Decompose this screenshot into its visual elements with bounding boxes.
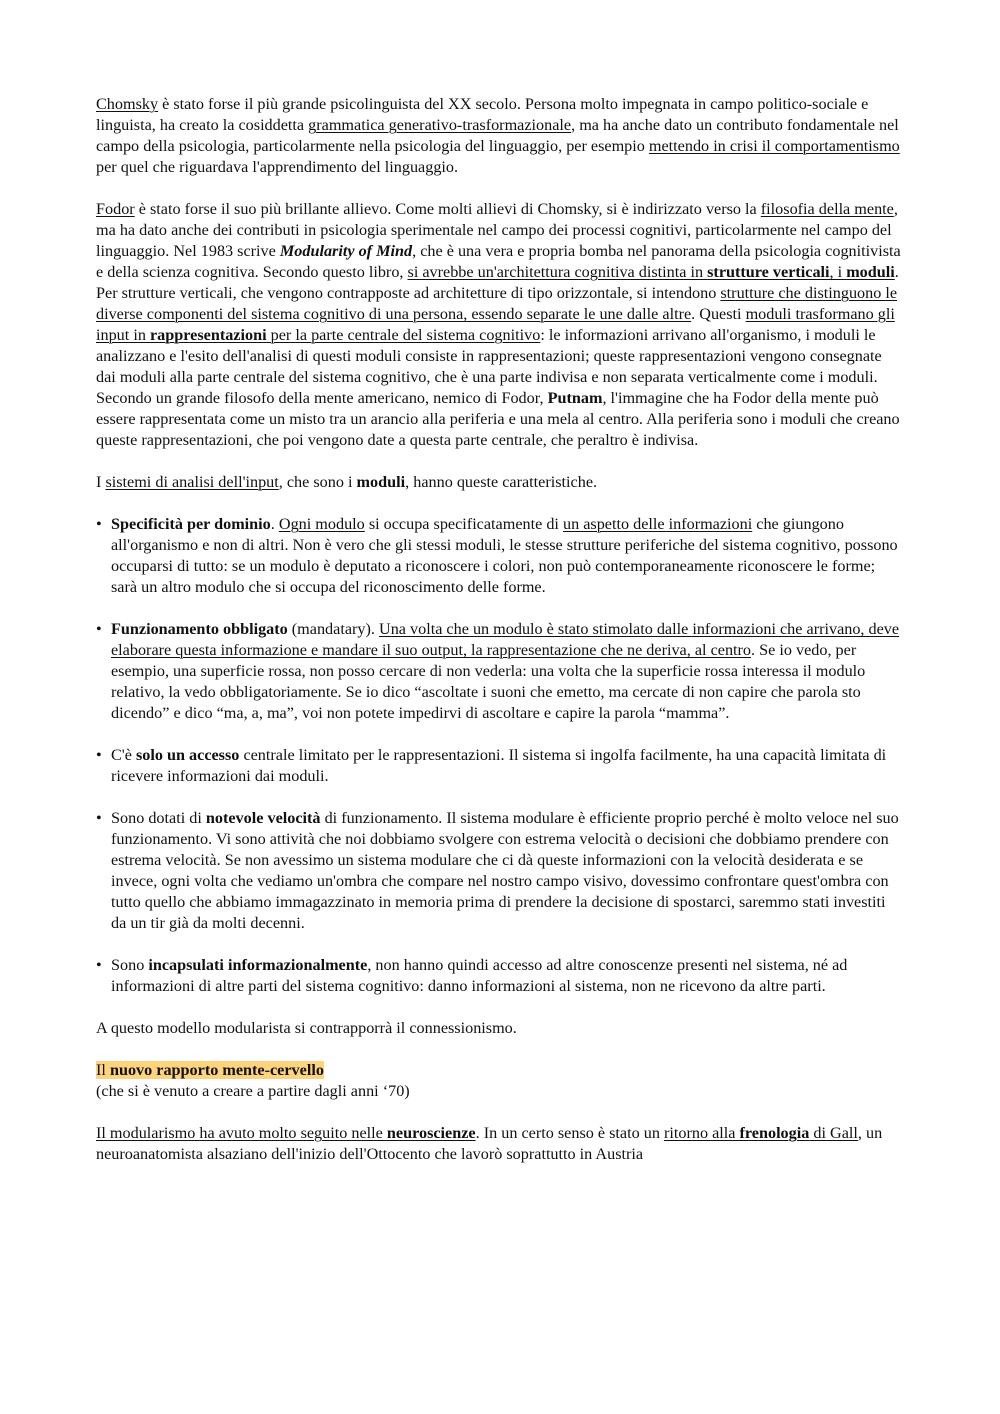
term-fodor: Fodor: [96, 200, 135, 218]
term-moduli: moduli: [846, 263, 895, 281]
bullet-icon: •: [96, 515, 102, 533]
characteristics-list: [96, 514, 904, 997]
term-filosofia-mente: filosofia della mente: [760, 200, 894, 218]
document-page: [96, 94, 904, 1186]
paragraph-chomsky: Chomsky è stato forse il più grande psicolinguista del XX secolo. Persona molto impegnata in campo politico-sociale e linguista, ha creato la cosiddetta grammatica generativo-trasformazionale, ma ha anche dato un contributo fondamentale nel campo della psicologia, particolarmente nella psicologia del linguaggio, per esempio mettendo in crisi il comportamentismo per quel che riguardava l'apprendimento del linguaggio.: [96, 95, 900, 176]
section-heading: [96, 1060, 904, 1081]
list-item: • Sono incapsulati informazionalmente, non hanno quindi accesso ad altre conoscenze presenti nel sistema, né ad informazioni di altre parti del sistema cognitivo: danno informazioni al sistema, non ne ricevono da altre parti.: [96, 956, 848, 995]
term-chomsky: Chomsky: [96, 95, 159, 113]
term-neuroscienze: neuroscienze: [386, 1124, 476, 1142]
book-title: Modularity of Mind: [279, 242, 413, 260]
bullet-icon: •: [96, 746, 102, 764]
term-frenologia: frenologia: [739, 1124, 810, 1142]
bullet-icon: •: [96, 956, 102, 974]
bullet-icon: •: [96, 809, 102, 827]
list-item: • Funzionamento obbligato (mandatary). Una volta che un modulo è stato stimolato dalle informazioni che arrivano, deve elaborare questa informazione e mandare il suo output, la rappresentazione che ne deriva, al centro. Se io vedo, per esempio, una superficie rossa, non posso cercare di non vederla: una volta che la superficie rossa interessa il modulo relativo, la vedo obbligatoriamente. Se io dico “ascoltate i suoni che emetto, ma cercate di non capire che parola sto dicendo” e dico “ma, a, ma”, voi non potete impedirvi di ascoltare e capire la parola “mamma”.: [96, 620, 900, 722]
paragraph-modularismo: Il modularismo ha avuto molto seguito nelle neuroscienze. In un certo senso è stato un ritorno alla frenologia di Gall, un neuroanatomista alsaziano dell'inizio dell'Ottocento che lavorò soprattutto in Austria: [96, 1124, 883, 1163]
highlighted-heading: Il nuovo rapporto mente-cervello: [96, 1061, 324, 1079]
section-subtitle: (che si è venuto a creare a partire dagli anni ‘70): [96, 1082, 410, 1100]
list-item: • Sono dotati di notevole velocità di funzionamento. Il sistema modulare è efficiente proprio perché è molto veloce nel suo funzionamento. Vi sono attività che noi dobbiamo svolgere con estrema velocità o decisioni che dobbiamo prendere con estrema velocità. Se non avessimo un sistema modulare che ci dà queste informazioni con la velocità desiderata e se invece, ogni volta che vediamo un'ombra che compare nel nostro campo visivo, dovessimo confrontare quest'ombra con tutto quello che abbiamo immagazzinato in memoria prima di prendere la decisione di spostarci, saremmo stati investiti da un tir già da molti decenni.: [96, 809, 899, 932]
term-moduli-2: moduli: [356, 473, 406, 491]
phrase-comportamentismo: mettendo in crisi il comportamentismo: [648, 137, 900, 155]
term-grammatica: grammatica generativo-trasformazionale: [308, 116, 572, 134]
paragraph-connessionismo: A questo modello modularista si contrapporrà il connessionismo.: [96, 1019, 517, 1037]
bullet-icon: •: [96, 620, 102, 638]
paragraph-sistemi-input: I sistemi di analisi dell'input, che sono i moduli, hanno queste caratteristiche.: [96, 473, 598, 491]
list-item: • Specificità per dominio. Ogni modulo si occupa specificatamente di un aspetto delle informazioni che giungono all'organismo e non di altri. Non è vero che gli stessi moduli, le stesse strutture periferiche del sistema cognitivo, possono occuparsi di tutto: se un modulo è deputato a riconoscere i colori, non può contemporaneamente riconoscere le forme; sarà un altro modulo che si occupa del riconoscimento delle forme.: [96, 515, 898, 596]
phrase-strutture-definizione: strutture che distinguono le diverse componenti del sistema cognitivo di una persona, essendo separate le une dalle altre: [96, 284, 898, 323]
list-item: • C'è solo un accesso centrale limitato per le rappresentazioni. Il sistema si ingolfa facilmente, ha una capacità limitata di ricevere informazioni dai moduli.: [96, 746, 887, 785]
paragraph-fodor: Fodor è stato forse il suo più brillante allievo. Come molti allievi di Chomsky, si è indirizzato verso la filosofia della mente, ma ha dato anche dei contributi in psicologia sperimentale nel campo dei processi cognitivi, particolarmente nel campo del linguaggio. Nel 1983 scrive Modularity of Mind, che è una vera e propria bomba nel panorama della psicologia cognitivista e della scienza cognitiva. Secondo questo libro, si avrebbe un'architettura cognitiva distinta in strutture verticali, i moduli. Per strutture verticali, che vengono contrapposte ad architetture di tipo orizzontale, si intendono strutture che distinguono le diverse componenti del sistema cognitivo di una persona, essendo separate le une dalle altre. Questi moduli trasformano gli input in rappresentazioni per la parte centrale del sistema cognitivo: le informazioni arrivano all'organismo, i moduli le analizzano e l'esito dell'analisi di questi moduli consiste in rappresentazioni; queste rappresentazioni vengono consegnate dai moduli alla parte centrale del sistema cognitivo, che è una parte indivisa e non separata verticalmente come i moduli. Secondo un grande filosofo della mente americano, nemico di Fodor, Putnam, l'immagine che ha Fodor della mente può essere rappresentata come un misto tra un arancio alla periferia e una mela al centro. Alla periferia sono i moduli che creano queste rappresentazioni, che poi vengono date a questa parte centrale, che peraltro è indivisa.: [96, 200, 901, 449]
term-rappresentazioni: rappresentazioni: [149, 326, 267, 344]
term-strutture-verticali: strutture verticali: [707, 263, 830, 281]
term-putnam: Putnam: [547, 389, 603, 407]
term-sistemi-analisi: sistemi di analisi dell'input: [105, 473, 279, 491]
